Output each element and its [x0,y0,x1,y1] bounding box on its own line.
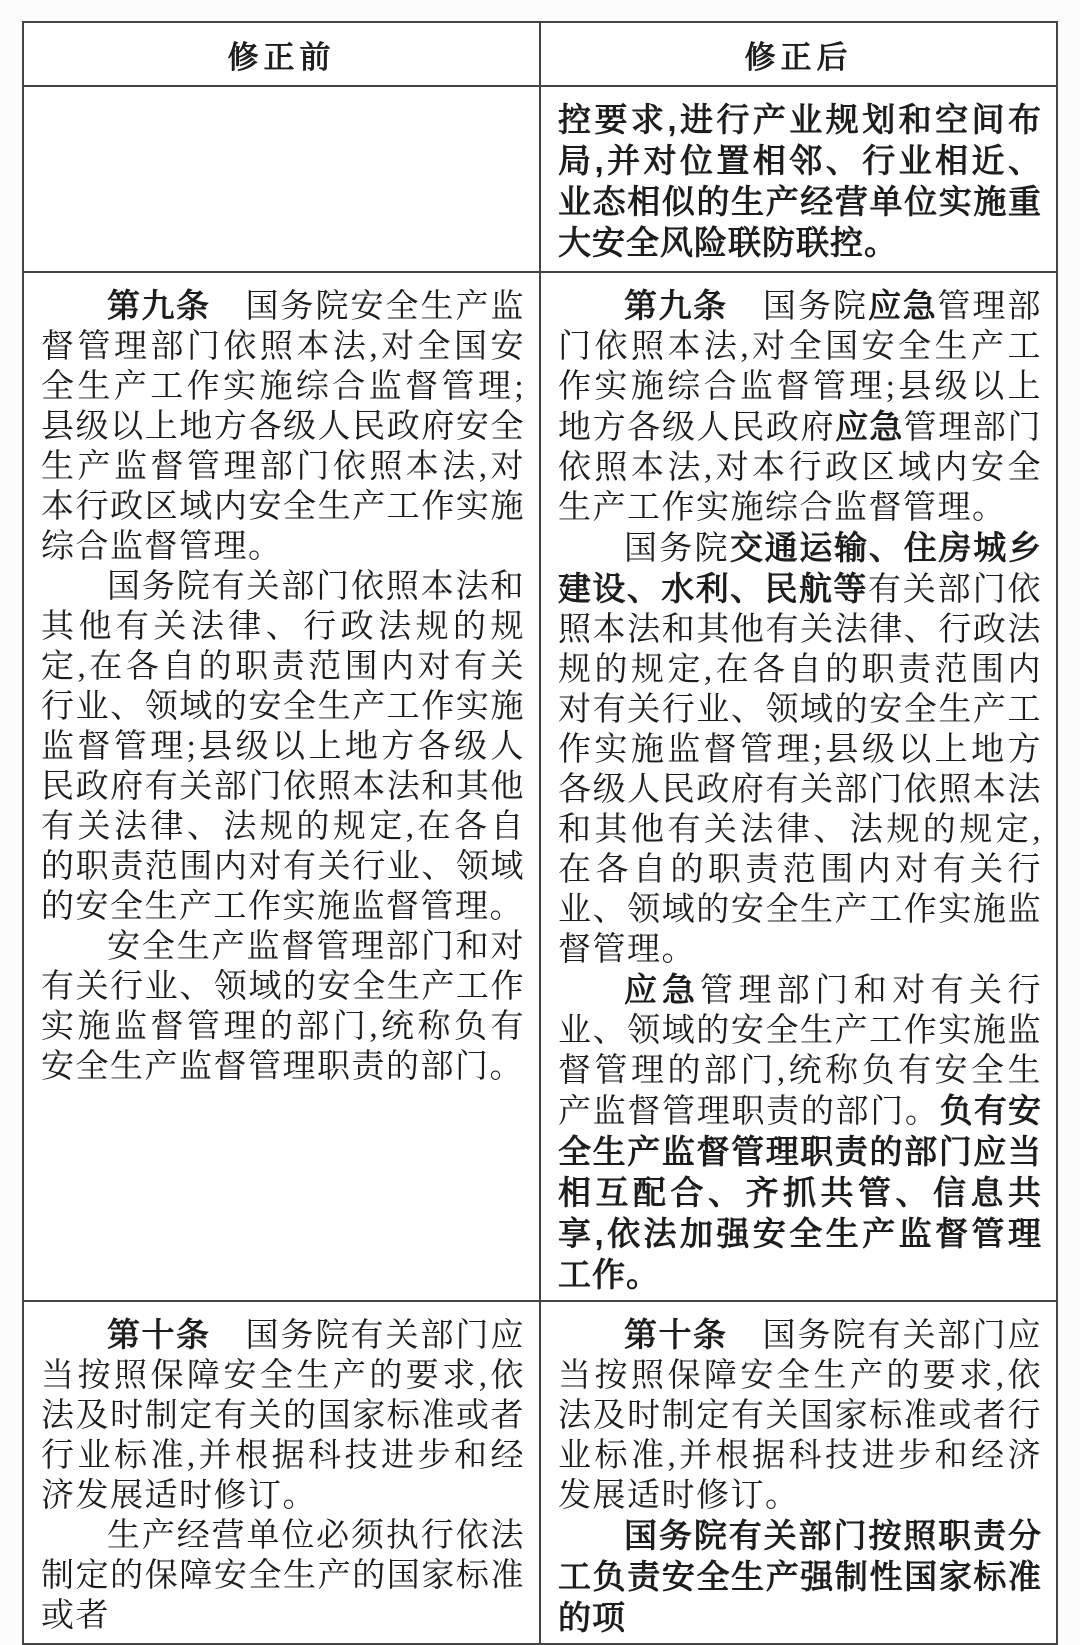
amended-text-segment: 第十条 [624,1316,728,1353]
paragraph [558,528,1042,970]
paragraph [558,100,1042,264]
body-text-segment: 安全生产监督管理部门和对有关行业、领域的安全生产工作实施监督管理的部门,统称负有安全生产监督管理职责的部门。 [41,929,525,1085]
cell-after-article-9 [540,272,1057,1301]
paragraph [558,1516,1042,1639]
table-row-article-10 [23,1301,1057,1644]
amended-text-segment: 应急 [835,408,904,445]
amended-text-segment: 应急 [624,971,700,1008]
table-row-continuation [23,86,1057,272]
table-row-article-9 [23,272,1057,1301]
body-text-segment: 国务院安全生产监督管理部门依照本法,对全国安全生产工作实施综合监督管理;县级以上地方各级人民政府安全生产监督管理部门依照本法,对本行政区域内安全生产工作实施综合监督管理。 [41,289,525,565]
amended-text-segment: 交通运输、住房城乡建设、水利、民航等 [558,529,1043,607]
paragraph [558,970,1042,1296]
paragraph [41,286,525,567]
paragraph [41,1315,525,1516]
body-text-segment: 国务院有关部门应当按照保障安全生产的要求,依法及时制定有关的国家标准或者行业标准,并根据科技进步和经济发展适时修订。 [41,1318,525,1514]
cell-before-continuation [23,86,540,272]
amended-text-segment: 负有安全生产监督管理职责的部门应当相互配合、齐抓共管、信息共享,依法加强安全生产监督管理工作。 [558,1092,1043,1293]
amended-text-segment: 第九条 [107,287,211,324]
amended-text-segment: 国务院有关部门按照职责分工负责安全生产强制性国家标准的项 [558,1517,1042,1636]
paragraph [41,927,525,1087]
body-text-segment: 管理部门依照本法,对本行政区域内安全生产工作实施综合监督管理。 [558,410,1043,526]
cell-before-article-9 [23,272,540,1301]
column-header-before: 修正前 [23,22,540,86]
paragraph [558,1315,1042,1516]
amended-text-segment: 应急 [868,287,938,324]
body-text-segment: 生产经营单位必须执行依法制定的保障安全生产的国家标准或者 [41,1518,525,1634]
body-text-segment: 管理部门依照本法,对全国安全生产工作实施综合监督管理;县级以上地方各级人民政府 [558,289,1043,446]
cell-after-article-10 [540,1301,1057,1644]
amended-text-segment: 第十条 [107,1316,211,1353]
body-text-segment: 管理部门和对有关行业、领域的安全生产工作实施监督管理的部门,统称负有安全生产监督管理职责的部门。 [558,973,1043,1130]
cell-after-continuation [540,86,1057,272]
body-text-segment: 国务院 [624,531,730,567]
paragraph [558,286,1042,528]
body-text-segment: 国务院有关部门依照本法和其他有关法律、行政法规的规定,在各自的职责范围内对有关行业、领域的安全生产工作实施监督管理;县级以上地方各级人民政府有关部门依照本法和其他有关法律、法规的规定,在各自的职责范围内对有关行业、领域的安全生产工作实施监督管理。 [41,569,525,925]
body-text-segment: 国务院有关部门应当按照保障安全生产的要求,依法及时制定有关国家标准或者行业标准,并根据科技进步和经济发展适时修订。 [558,1318,1042,1514]
amended-text-segment: 控要求,进行产业规划和空间布局,并对位置相邻、行业相近、业态相似的生产经营单位实施重大安全风险联防联控。 [558,101,1042,261]
paragraph [41,1516,525,1636]
amendment-comparison-table [22,21,1058,1645]
paragraph [41,567,525,927]
amended-text-segment: 第九条 [624,287,728,324]
body-text-segment: 有关部门依照本法和其他有关法律、行政法规的规定,在各自的职责范围内对有关行业、领域的安全生产工作实施监督管理;县级以上地方各级人民政府有关部门依照本法和其他有关法律、法规的规定,在各自的职责范围内对有关行业、领域的安全生产工作实施监督管理。 [558,572,1043,968]
column-header-after: 修正后 [540,22,1057,86]
cell-before-article-10 [23,1301,540,1644]
header-row [23,22,1057,86]
body-text-segment: 国务院 [727,289,869,325]
